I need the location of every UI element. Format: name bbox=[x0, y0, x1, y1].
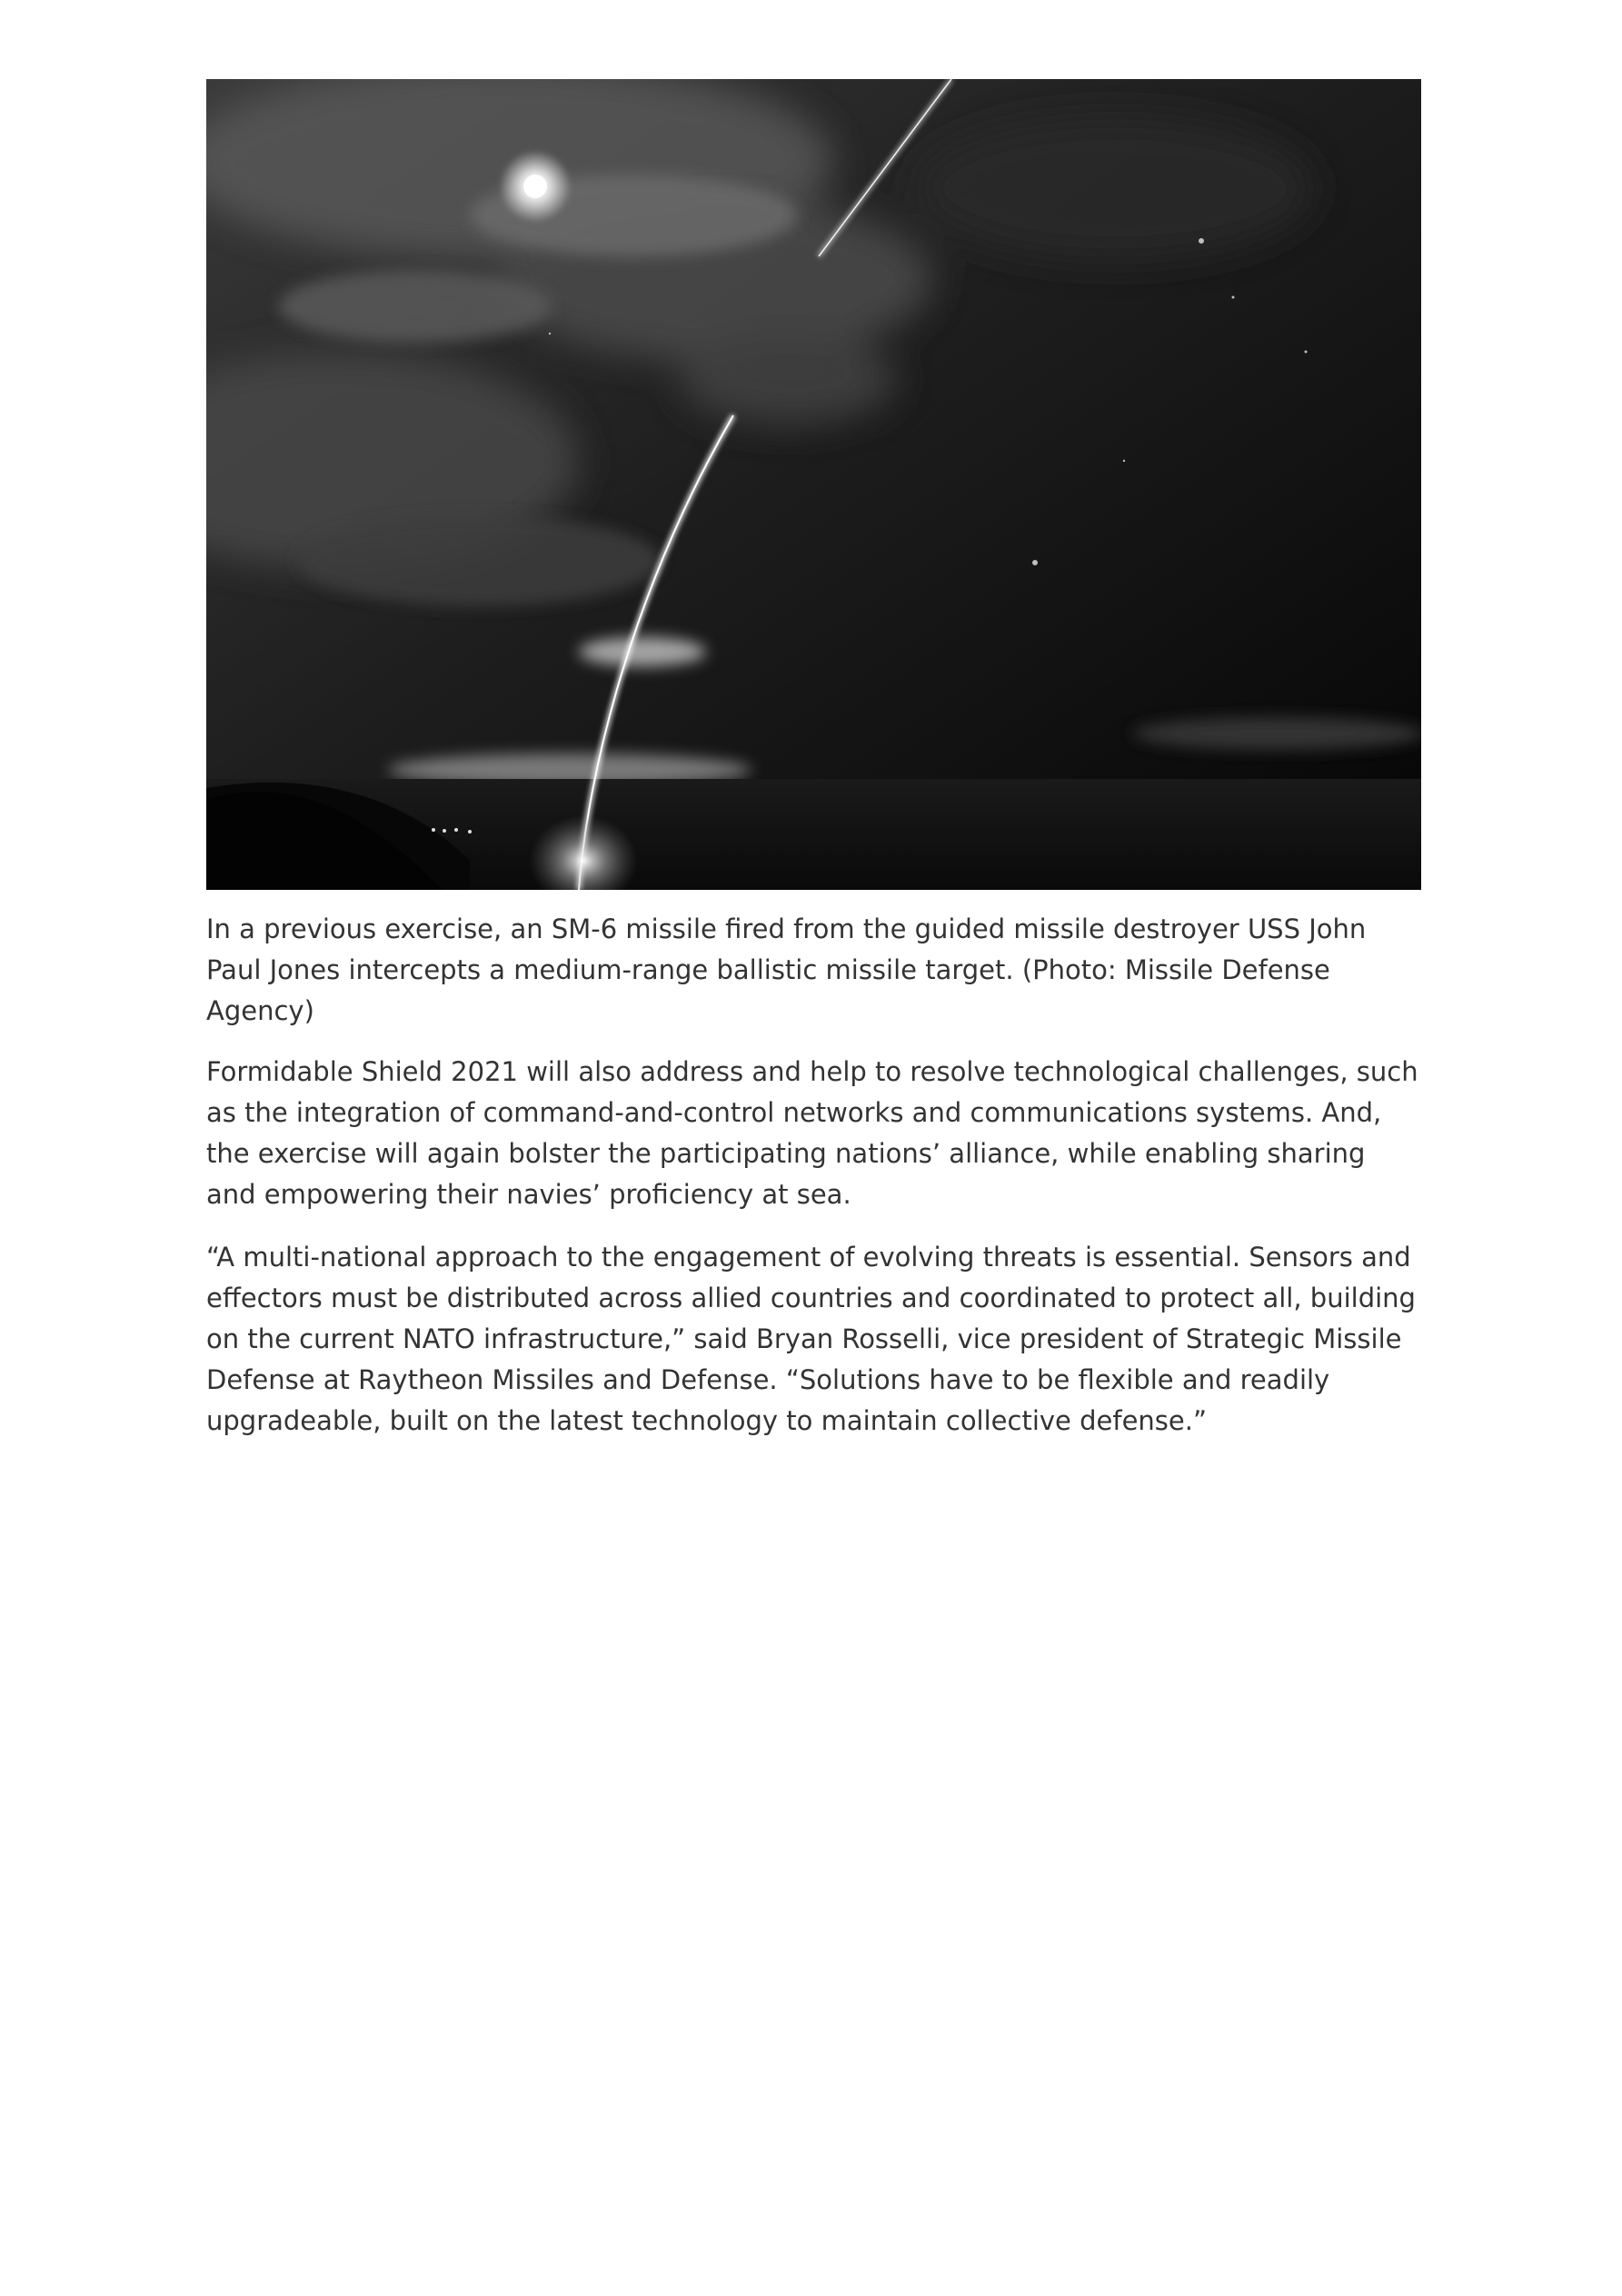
missile-launch-image bbox=[206, 79, 1421, 890]
paragraph-rosselli-quote: “A multi-national approach to the engagement of evolving threats is essential. Sensors and effectors must be distributed across allied countries and coordinated to protect all, building on the current NATO infrastructure,” said Bryan Rosselli, vice president of Strategic Missile Defense at Raytheon Missiles and Defense. “Solutions have to be flexible and readily upgradeable, built on the latest technology to maintain collective defense.” bbox=[206, 1242, 1416, 1436]
photo-caption: In a previous exercise, an SM-6 missile fired from the guided missile destroyer USS John Paul Jones intercepts a medium-range ballistic missile target. (Photo: Missile Defense Agency) bbox=[206, 913, 1367, 1026]
missile-launch-photo bbox=[206, 79, 1421, 890]
article-content bbox=[206, 79, 1421, 1442]
paragraph-formidable-shield: Formidable Shield 2021 will also address and help to resolve technological challenges, such as the integration of command-and-control networks and communications systems. And, the exercise will again bolster the participating nations’ alliance, while enabling sharing and empowering their navies’ proficiency at sea. bbox=[206, 1056, 1418, 1210]
